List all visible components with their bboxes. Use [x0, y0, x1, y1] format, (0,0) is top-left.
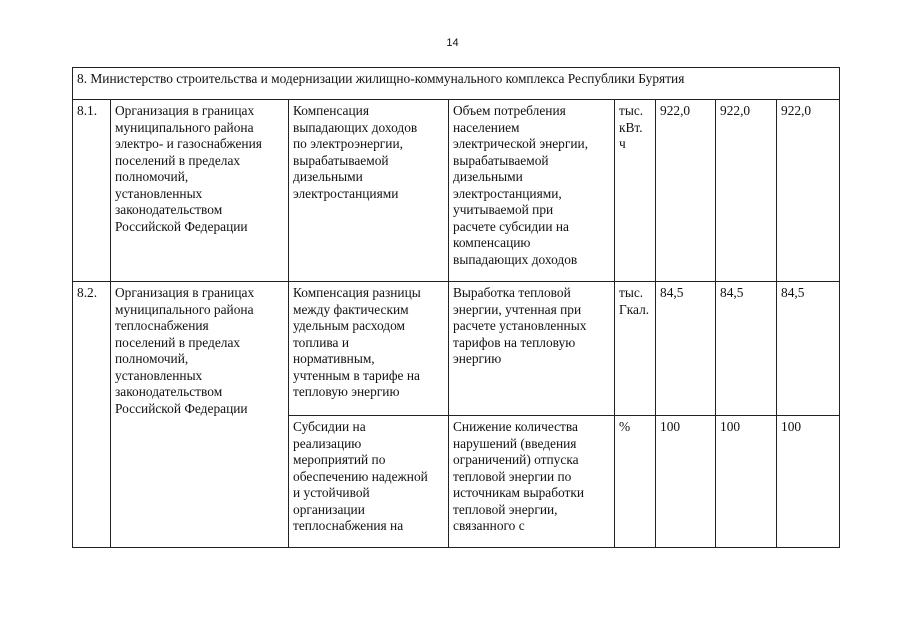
section-header-row	[73, 68, 840, 100]
value-cell-1: 100	[656, 416, 716, 548]
purpose-cell: Компенсация разницы между фактическим удельным расходом топлива и нормативным, учтенным в тарифе на тепловую энергию	[289, 282, 449, 416]
row-number: 8.1.	[73, 100, 111, 282]
table-row	[73, 100, 840, 282]
indicator-cell: Снижение количества нарушений (введения ограничений) отпуска тепловой энергии по источникам выработки тепловой энергии, связанного с	[449, 416, 615, 548]
value-cell-1: 84,5	[656, 282, 716, 416]
recipient-cell: Организация в границах муниципального района теплоснабжения поселений в пределах полномочий, установленных законодательством Российской Федерации	[111, 282, 289, 548]
value-cell-2: 100	[716, 416, 777, 548]
indicator-cell: Объем потребления населением электрической энергии, вырабатываемой дизельными электростанциями, учитываемой при расчете субсидии на компенсацию выпадающих доходов	[449, 100, 615, 282]
indicator-cell: Выработка тепловой энергии, учтенная при расчете установленных тарифов на тепловую энергию	[449, 282, 615, 416]
unit-cell: тыс. Гкал.	[615, 282, 656, 416]
unit-cell: %	[615, 416, 656, 548]
value-cell-3: 100	[777, 416, 840, 548]
value-cell-3: 84,5	[777, 282, 840, 416]
table-row	[73, 282, 840, 416]
value-cell-2: 922,0	[716, 100, 777, 282]
purpose-cell: Субсидии на реализацию мероприятий по обеспечению надежной и устойчивой организации теплоснабжения на	[289, 416, 449, 548]
section-title: 8. Министерство строительства и модернизации жилищно-коммунального комплекса Республики Бурятия	[73, 68, 840, 100]
subsidy-table	[72, 67, 840, 548]
value-cell-3: 922,0	[777, 100, 840, 282]
unit-cell: тыс. кВт. ч	[615, 100, 656, 282]
value-cell-1: 922,0	[656, 100, 716, 282]
row-number: 8.2.	[73, 282, 111, 548]
value-cell-2: 84,5	[716, 282, 777, 416]
recipient-cell: Организация в границах муниципального района электро- и газоснабжения поселений в пределах полномочий, установленных законодательством Российской Федерации	[111, 100, 289, 282]
purpose-cell: Компенсация выпадающих доходов по электроэнергии, вырабатываемой дизельными электростанциями	[289, 100, 449, 282]
page-number: 14	[446, 37, 459, 49]
